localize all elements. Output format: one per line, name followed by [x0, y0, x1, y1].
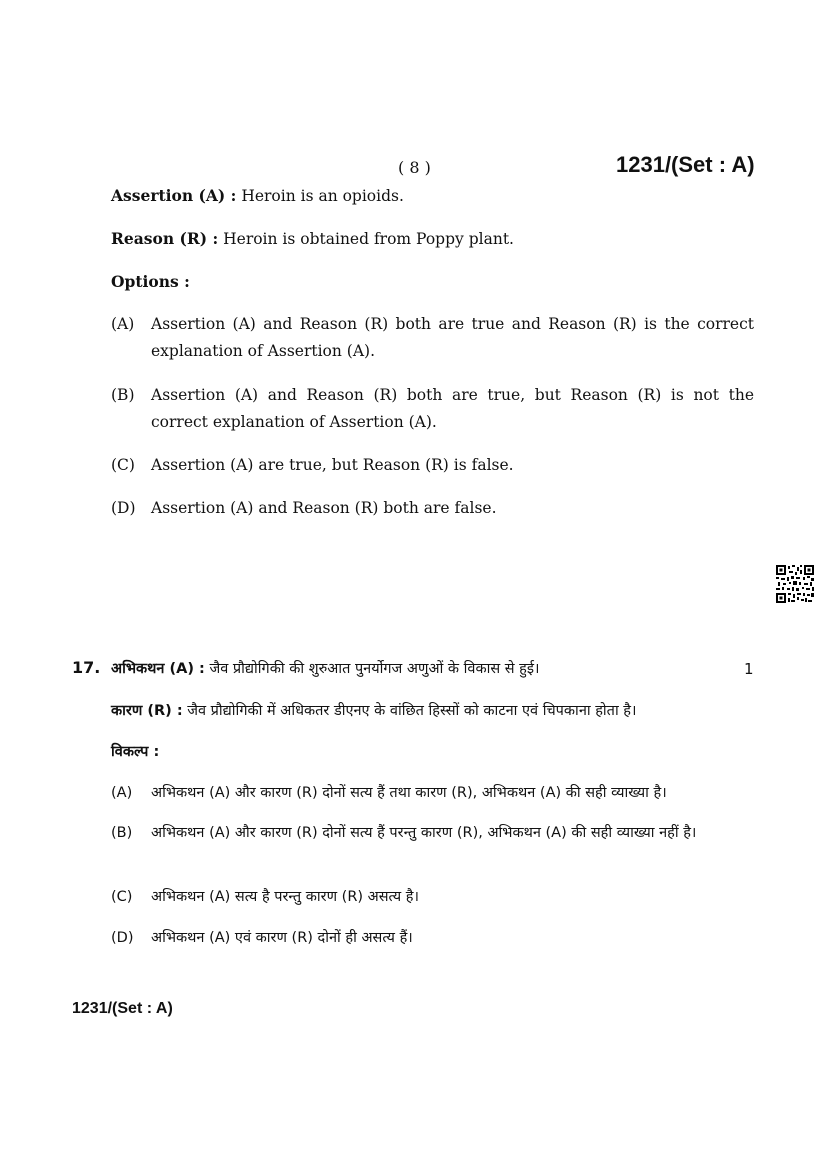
option-text: अभिकथन (A) सत्य है परन्तु कारण (R) असत्य है। [151, 889, 419, 905]
option-text: Assertion (A) are true, but Reason (R) is false. [151, 456, 514, 474]
option-text: अभिकथन (A) और कारण (R) दोनों सत्य हैं परन्तु कारण (R), अभिकथन (A) की सही व्याख्या नहीं है। [151, 825, 697, 841]
qr-code-icon [776, 565, 814, 603]
option-label: (C) [111, 889, 133, 905]
option-text: अभिकथन (A) एवं कारण (R) दोनों ही असत्य हैं। [151, 930, 413, 946]
question-number: 17. [72, 658, 101, 677]
set-code-header: 1231/(Set : A) [616, 152, 755, 177]
option-d [111, 495, 754, 522]
option-text: Assertion (A) and Reason (R) both are true, but Reason (R) is not the correct explanation of Assertion (A). [151, 386, 754, 431]
hindi-option-d [111, 927, 754, 949]
option-label: (A) [111, 785, 133, 801]
option-label: (D) [111, 930, 134, 946]
hindi-assertion-text: जैव प्रौद्योगिकी की शुरुआत पुनर्योगज अणुओं के विकास से हुई। [209, 661, 540, 677]
option-label: (A) [111, 315, 135, 333]
option-c [111, 452, 754, 479]
option-label: (B) [111, 386, 135, 404]
option-label: (B) [111, 825, 133, 841]
hindi-reason-line [111, 700, 637, 720]
hindi-reason-text: जैव प्रौद्योगिकी में अधिकतर डीएनए के वांछित हिस्सों को काटना एवं चिपकाना होता है। [187, 703, 637, 719]
hindi-options-label: विकल्प : [111, 744, 160, 760]
option-text: Assertion (A) and Reason (R) both are true and Reason (R) is the correct explanation of Assertion (A). [151, 315, 754, 360]
hindi-assertion-line [111, 658, 540, 678]
assertion-text: Heroin is an opioids. [241, 187, 404, 205]
hindi-reason-label: कारण (R) : [111, 703, 183, 719]
assertion-line [111, 186, 404, 205]
hindi-option-a [111, 782, 754, 804]
hindi-assertion-label: अभिकथन (A) : [111, 661, 205, 677]
option-text: Assertion (A) and Reason (R) both are false. [151, 499, 497, 517]
hindi-option-c [111, 886, 754, 908]
hindi-option-b [111, 822, 754, 844]
set-code-footer: 1231/(Set : A) [72, 1000, 173, 1017]
option-label: (C) [111, 456, 135, 474]
option-label: (D) [111, 499, 136, 517]
option-text: अभिकथन (A) और कारण (R) दोनों सत्य हैं तथा कारण (R), अभिकथन (A) की सही व्याख्या है। [151, 785, 667, 801]
reason-text: Heroin is obtained from Poppy plant. [223, 230, 514, 248]
page-number: ( 8 ) [398, 158, 431, 177]
reason-label: Reason (R) : [111, 229, 219, 248]
reason-line [111, 229, 514, 248]
option-a [111, 311, 754, 365]
options-label: Options : [111, 272, 190, 291]
assertion-label: Assertion (A) : [111, 186, 237, 205]
option-b [111, 382, 754, 436]
marks: 1 [744, 660, 754, 678]
